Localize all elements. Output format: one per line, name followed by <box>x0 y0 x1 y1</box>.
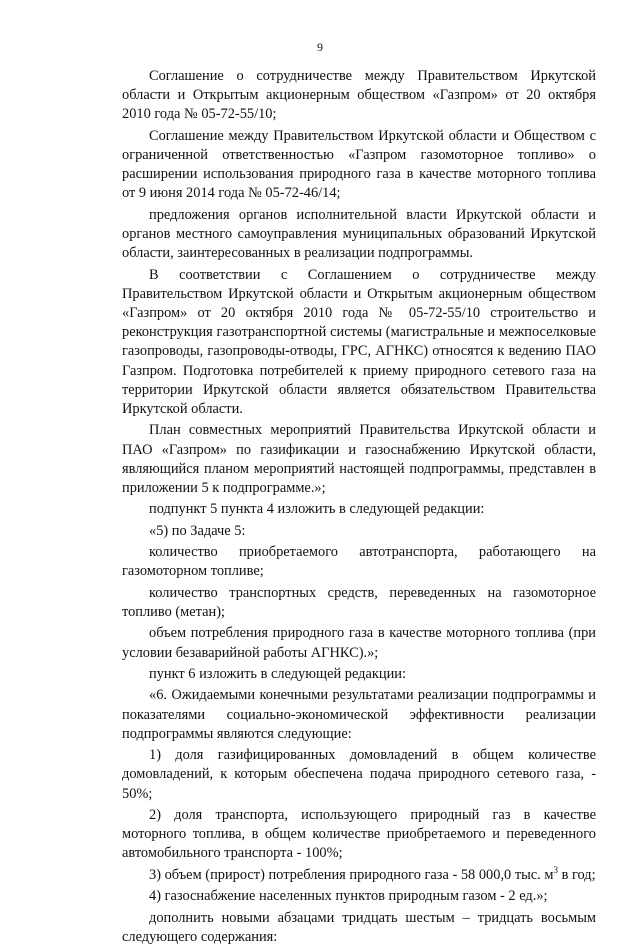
volume-text-end: в год; <box>557 866 596 883</box>
paragraph-expected-results: «6. Ожидаемыми конечными результатами реализации подпрограммы и показателями социально-экономической эффективности реализации подпрограммы являются следующие: <box>122 687 596 742</box>
paragraph-result-volume <box>122 866 596 885</box>
paragraph-subitem-5-instruction: подпункт 5 пункта 4 изложить в следующей редакции: <box>149 501 485 518</box>
page-number: 9 <box>317 40 323 54</box>
paragraph-vehicles-converted: количество транспортных средств, переведенных на газомоторное топливо (метан); <box>122 584 596 620</box>
volume-text: 3) объем (прирост) потребления природного газа - 58 000,0 тыс. м <box>149 866 554 883</box>
paragraph-vehicles-purchased: количество приобретаемого автотранспорта, работающего на газомоторном топливе; <box>122 544 596 580</box>
paragraph-item-6-instruction: пункт 6 изложить в следующей редакции: <box>149 665 406 682</box>
paragraph-task-5: «5) по Задаче 5: <box>149 522 246 539</box>
paragraph-gas-consumption: объем потребления природного газа в качестве моторного топлива (при условии безаварийной работы АГНКС).»; <box>122 625 596 661</box>
paragraph-agreement-gazprom: Соглашение о сотрудничестве между Правительством Иркутской области и Открытым акционерным обществом «Газпром» от 20 октября 2010 года № 05-72-55/10; <box>122 68 596 123</box>
paragraph-joint-plan: План совместных мероприятий Правительства Иркутской области и ПАО «Газпром» по газификации и газоснабжению Иркутской области, являющийся планом мероприятий настоящей подпрограммы, представлен в приложении 5 к подпрограмме.»; <box>122 422 596 497</box>
document-body <box>122 67 596 947</box>
paragraph-result-settlements: 4) газоснабжение населенных пунктов природным газом - 2 ед.»; <box>149 888 548 905</box>
paragraph-proposals: предложения органов исполнительной власти Иркутской области и органов местного самоуправления муниципальных образований Иркутской области, заинтересованных в реализации подпрограммы. <box>122 206 596 262</box>
paragraph-agreement-gazprom-motor-fuel: Соглашение между Правительством Иркутской области и Обществом с ограниченной ответственностью «Газпром газомоторное топливо» о расширении использования природного газа в качестве моторного топлива от 9 июня 2014 года № 05-72-46/14; <box>122 127 596 202</box>
paragraph-add-new-paragraphs: дополнить новыми абзацами тридцать шестым – тридцать восьмым следующего содержания: <box>122 909 596 945</box>
paragraph-result-transport: 2) доля транспорта, использующего природный газ в качестве моторного топлива, в общем количестве приобретаемого и переведенного автомобильного транспорта - 100%; <box>122 806 596 862</box>
volume-superscript: 3 <box>553 864 558 875</box>
paragraph-result-households: 1) доля газифицированных домовладений в общем количестве домовладений, к которым обеспечена подача природного сетевого газа, - 50%; <box>122 747 596 802</box>
paragraph-gas-transport-system: В соответствии с Соглашением о сотрудничестве между Правительством Иркутской области и Открытым акционерным обществом «Газпром» от 20 октября 2010 года № 05-72-55/10 строительство и реконструкция газотранспортной системы (магистральные и межпоселковые газопроводы, газопроводы-отводы, ГРС, АГНКС) относятся к ведению ПАО Газпром. Подготовка потребителей к приему природного сетевого газа на территории Иркутской области является обязательством Правительства Иркутской области. <box>122 266 596 418</box>
